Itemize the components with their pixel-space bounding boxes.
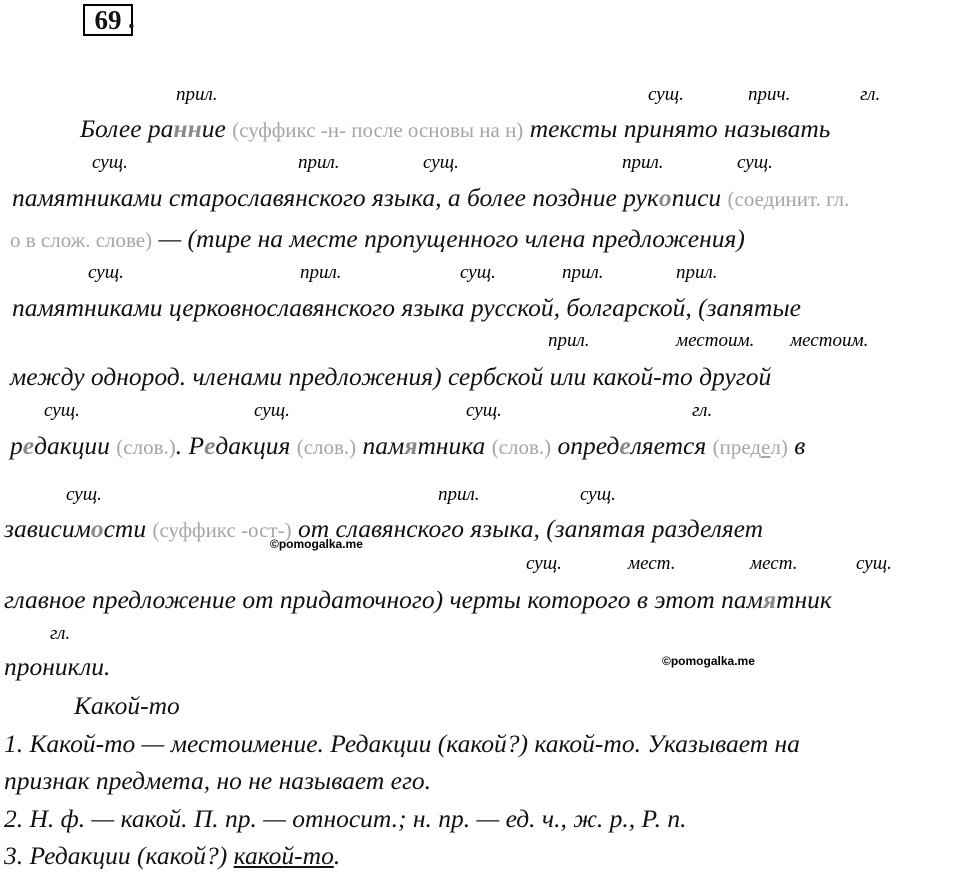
text-fragment: ие: [201, 114, 226, 143]
pos-label: сущ.: [254, 400, 290, 421]
pos-label: мест.: [750, 553, 798, 574]
pos-label: прил.: [562, 262, 604, 283]
text-fragment: ляется: [630, 431, 707, 460]
highlighted-letters: я: [404, 431, 418, 460]
pos-label: прил.: [676, 262, 718, 283]
gray-note: (соединит. гл.: [727, 187, 850, 211]
pos-label: прил.: [438, 484, 480, 505]
pos-label: гл.: [860, 84, 881, 105]
text-fragment: сти: [103, 514, 147, 543]
pos-label: прил.: [300, 262, 342, 283]
text-fragment: Более ра: [80, 114, 174, 143]
analysis-item-1-line-1: 1. Какой-то — местоимение. Редакции (какой?) какой-то. Указывает на: [4, 729, 800, 758]
text-fragment: тексты принято называть: [529, 114, 831, 143]
text-line-1: [80, 114, 830, 144]
pos-label: сущ.: [737, 152, 773, 173]
text-fragment: .: [333, 841, 341, 870]
text-fragment: 3. Редакции (какой?): [4, 841, 234, 870]
pos-label: гл.: [692, 400, 713, 421]
pos-label: прил.: [548, 330, 590, 351]
text-fragment: дакции: [34, 431, 110, 460]
text-line-3: [10, 224, 745, 254]
highlighted-letters: нн: [173, 114, 202, 143]
analysis-item-2: 2. Н. ф. — какой. П. пр. — относит.; н. пр. — ед. ч., ж. р., Р. п.: [4, 804, 687, 833]
text-fragment: р: [10, 431, 23, 460]
exercise-number-dot: .: [128, 4, 135, 34]
text-fragment: тник: [776, 585, 832, 614]
pos-label: сущ.: [580, 484, 616, 505]
text-fragment: тника: [417, 431, 486, 460]
exercise-number: 69: [94, 5, 122, 35]
pos-label: сущ.: [66, 484, 102, 505]
pos-label: прил.: [622, 152, 664, 173]
exercise-number-box: [83, 4, 133, 36]
pos-label: сущ.: [92, 152, 128, 173]
analysis-item-1-line-2: признак предмета, но не называет его.: [4, 766, 432, 795]
text-line-8: [4, 585, 832, 615]
highlighted-letters: е: [619, 431, 631, 460]
underlined-word: какой-то: [233, 841, 334, 870]
gray-note: [713, 435, 788, 459]
text-fragment: в: [794, 431, 806, 460]
watermark: ©pomogalka.me: [270, 537, 363, 551]
pos-label: сущ.: [466, 400, 502, 421]
pos-label: местоим.: [676, 330, 755, 351]
text-fragment: л): [770, 435, 788, 459]
text-line-9: проникли.: [4, 652, 111, 681]
gray-note: (слов.): [116, 435, 176, 459]
text-fragment: главное предложение от придаточного) черты которого в этот пам: [4, 585, 763, 614]
underlined-letter: е: [761, 435, 771, 459]
pos-label: прил.: [298, 152, 340, 173]
pos-label: сущ.: [856, 553, 892, 574]
pos-label: сущ.: [423, 152, 459, 173]
text-fragment: от славянского языка, (запятая разделяет: [297, 514, 764, 543]
gray-note: (суффикс -ост-): [152, 518, 292, 542]
highlighted-letters: я: [762, 585, 777, 614]
pos-label: сущ.: [88, 262, 124, 283]
pos-label: мест.: [628, 553, 676, 574]
text-line-6: [10, 431, 805, 461]
pos-label: сущ.: [460, 262, 496, 283]
highlighted-letters: е: [204, 431, 216, 460]
analysis-item-3: [4, 841, 340, 871]
text-fragment: дакция: [215, 431, 291, 460]
pos-label: прил.: [176, 84, 218, 105]
gray-note: (суффикс -н- после основы на н): [232, 118, 524, 142]
pos-label: местоим.: [790, 330, 869, 351]
gray-note: (слов.): [296, 435, 357, 459]
text-fragment: . Р: [175, 431, 205, 460]
text-fragment: опред: [557, 431, 620, 460]
highlighted-letters: о: [90, 514, 104, 543]
text-line-2: [12, 183, 849, 213]
highlighted-letters: о: [658, 183, 672, 212]
text-fragment: писи: [671, 183, 722, 212]
gray-note: (слов.): [491, 435, 552, 459]
text-line-5: между однород. членами предложения) сербской или какой-то другой: [10, 362, 772, 391]
pos-label: сущ.: [648, 84, 684, 105]
pos-label: гл.: [50, 623, 71, 644]
text-fragment: памятниками старославянского языка, а более поздние рук: [12, 183, 659, 212]
pos-label: сущ.: [526, 553, 562, 574]
highlighted-letters: е: [22, 431, 35, 460]
pos-label: сущ.: [44, 400, 80, 421]
text-line-4: памятниками церковнославянского языка русской, болгарской, (запятые: [12, 293, 801, 322]
text-fragment: (пред: [712, 435, 762, 459]
gray-note: о в слож. слове): [10, 228, 153, 252]
analysis-heading: Какой-то: [74, 691, 180, 720]
text-fragment: пам: [362, 431, 405, 460]
text-fragment: зависим: [4, 514, 91, 543]
text-fragment: — (тире на месте пропущенного члена предложения): [158, 224, 745, 253]
text-line-7: [4, 514, 763, 544]
pos-label: прич.: [748, 84, 791, 105]
watermark: ©pomogalka.me: [662, 654, 755, 668]
